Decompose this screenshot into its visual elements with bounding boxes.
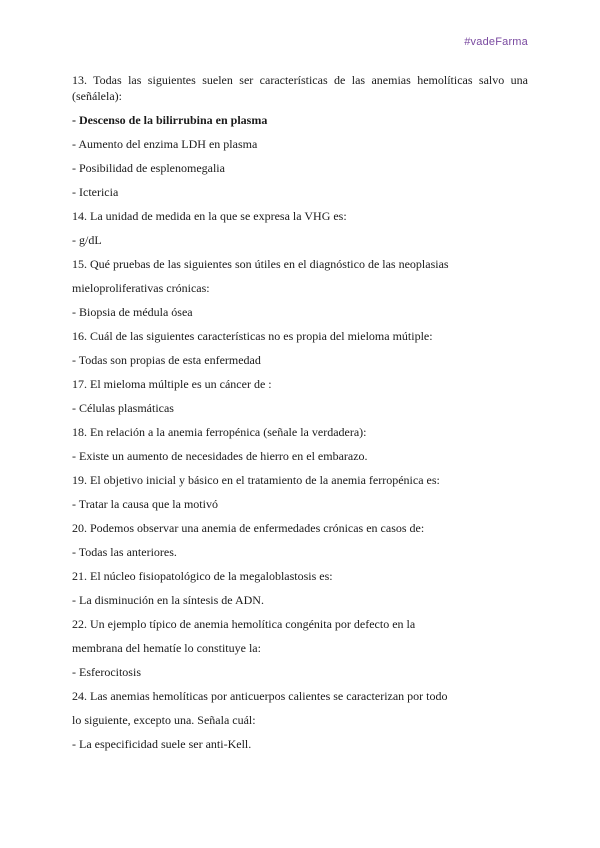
question-18-text: 18. En relación a la anemia ferropénica (señale la verdadera): — [72, 425, 367, 439]
question-24-answer: - La especificidad suele ser anti-Kell. — [72, 737, 252, 751]
question-21-text: 21. El núcleo fisiopatológico de la megaloblastosis es: — [72, 569, 333, 583]
question-24-text-cont: lo siguiente, excepto una. Señala cuál: — [72, 713, 256, 727]
question-list — [72, 72, 528, 760]
question-21-answer: - La disminución en la síntesis de ADN. — [72, 593, 264, 607]
question-15-text-cont: mieloproliferativas crónicas: — [72, 281, 210, 295]
question-22-answer: - Esferocitosis — [72, 665, 141, 679]
question-13-option: - Posibilidad de esplenomegalia — [72, 161, 225, 175]
question-17-text: 17. El mieloma múltiple es un cáncer de : — [72, 377, 272, 391]
question-17-answer: - Células plasmáticas — [72, 401, 174, 415]
question-15-answer: - Biopsia de médula ósea — [72, 305, 193, 319]
question-19-answer: - Tratar la causa que la motivó — [72, 497, 218, 511]
question-15-text: 15. Qué pruebas de las siguientes son útiles en el diagnóstico de las neoplasias — [72, 257, 449, 271]
question-19-text: 19. El objetivo inicial y básico en el tratamiento de la anemia ferropénica es: — [72, 473, 440, 487]
question-16-text: 16. Cuál de las siguientes características no es propia del mieloma mútiple: — [72, 329, 433, 343]
question-18-answer: - Existe un aumento de necesidades de hierro en el embarazo. — [72, 449, 368, 463]
question-13-option: - Ictericia — [72, 185, 119, 199]
question-14-text: 14. La unidad de medida en la que se expresa la VHG es: — [72, 209, 347, 223]
question-13-answer-highlighted: - Descenso de la bilirrubina en plasma — [72, 113, 268, 127]
question-13-text: 13. Todas las siguientes suelen ser características de las anemias hemolíticas salvo una (señálela): — [72, 73, 528, 103]
brand-header: #vadeFarma — [464, 36, 528, 48]
question-22-text: 22. Un ejemplo típico de anemia hemolítica congénita por defecto en la — [72, 617, 416, 631]
question-16-answer: - Todas son propias de esta enfermedad — [72, 353, 261, 367]
question-22-text-cont: membrana del hematíe lo constituye la: — [72, 641, 261, 655]
question-13-option: - Aumento del enzima LDH en plasma — [72, 137, 258, 151]
question-24-text: 24. Las anemias hemolíticas por anticuerpos calientes se caracterizan por todo — [72, 689, 448, 703]
question-20-answer: - Todas las anteriores. — [72, 545, 177, 559]
question-20-text: 20. Podemos observar una anemia de enfermedades crónicas en casos de: — [72, 521, 425, 535]
question-14-answer: - g/dL — [72, 233, 102, 247]
